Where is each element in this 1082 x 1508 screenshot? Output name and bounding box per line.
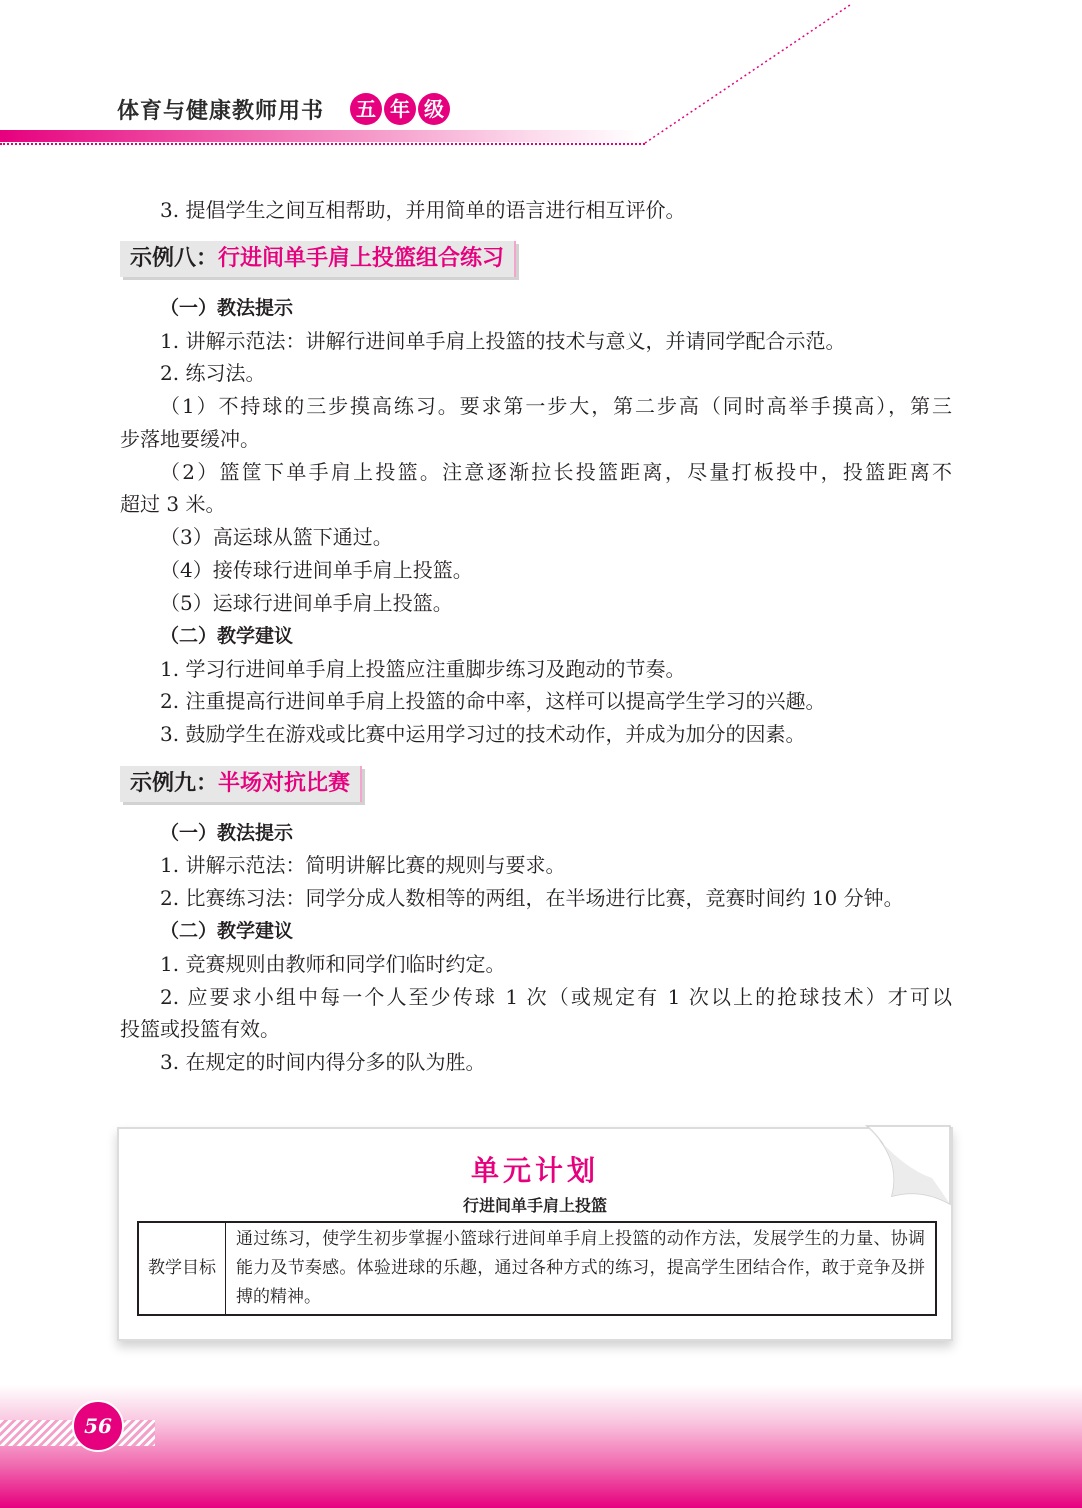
footer-band: [0, 1385, 1082, 1508]
unit-plan-card: [117, 1127, 953, 1341]
list-item: 2. 注重提高行进间单手肩上投篮的命中率，这样可以提高学生学习的兴趣。: [160, 689, 826, 713]
unit-plan-title: 单元计划: [470, 1154, 599, 1187]
example8-section2-heading: （二）教学建议: [160, 625, 294, 647]
list-item: 1. 讲解示范法：讲解行进间单手肩上投篮的技术与意义，并请同学配合示范。: [160, 329, 846, 353]
list-item: （4）接传球行进间单手肩上投篮。: [160, 558, 473, 582]
list-item: 2. 比赛练习法：同学分成人数相等的两组，在半场进行比赛，竞赛时间约 10 分钟。: [160, 886, 904, 910]
list-item: （1）不持球的三步摸高练习。要求第一步大，第二步高（同时高举手摸高），第三: [160, 394, 952, 418]
example8-heading: [120, 241, 516, 277]
header-dotted-line: [0, 143, 645, 145]
example9-section2-heading: （二）教学建议: [160, 920, 294, 942]
example9-tag: 示例九：: [130, 771, 219, 796]
grade-char: 五: [350, 93, 382, 125]
list-item: （5）运球行进间单手肩上投篮。: [160, 591, 453, 615]
unit-plan-table: [137, 1221, 937, 1316]
book-title: 体育与健康教师用书: [117, 98, 325, 124]
list-item: 3. 在规定的时间内得分多的队为胜。: [160, 1050, 486, 1074]
example9-title: 半场对抗比赛: [218, 771, 351, 796]
list-item: 2. 应要求小组中每一个人至少传球 1 次（或规定有 1 次以上的抢球技术）才可以: [160, 985, 952, 1009]
example8-title: 行进间单手肩上投篮组合练习: [218, 246, 505, 271]
page-number: 56: [72, 1400, 124, 1452]
list-item-continuation: 投篮或投篮有效。: [120, 1017, 280, 1041]
grade-char: 级: [418, 93, 450, 125]
list-item: 1. 竞赛规则由教师和同学们临时约定。: [160, 952, 506, 976]
list-item: 1. 学习行进间单手肩上投篮应注重脚步练习及跑动的节奏。: [160, 657, 686, 681]
example9-heading: [120, 766, 362, 802]
list-item-continuation: 步落地要缓冲。: [120, 427, 260, 451]
page-curl-icon: [862, 1118, 952, 1208]
list-item: 3. 鼓励学生在游戏或比赛中运用学习过的技术动作，并成为加分的因素。: [160, 722, 806, 746]
grade-char: 年: [384, 93, 416, 125]
example8-section1-heading: （一）教法提示: [160, 297, 294, 319]
table-row: [138, 1222, 936, 1315]
grade-badge: [350, 93, 450, 125]
list-item: 2. 练习法。: [160, 361, 266, 385]
example9-section1-heading: （一）教法提示: [160, 822, 294, 844]
list-item: （3）高运球从篮下通过。: [160, 525, 393, 549]
intro-line: 3. 提倡学生之间互相帮助，并用简单的语言进行相互评价。: [160, 198, 686, 222]
table-cell-label: 教学目标: [138, 1222, 226, 1315]
example8-tag: 示例八：: [130, 246, 219, 271]
list-item: 1. 讲解示范法：简明讲解比赛的规则与要求。: [160, 853, 566, 877]
table-cell-value: 通过练习，使学生初步掌握小篮球行进间单手肩上投篮的动作方法，发展学生的力量、协调能力及节奏感。体验进球的乐趣，通过各种方式的练习，提高学生团结合作，敢于竞争及拼搏的精神。: [226, 1222, 937, 1315]
header-gradient-bar: [0, 130, 640, 142]
list-item: （2）篮筐下单手肩上投篮。注意逐渐拉长投篮距离，尽量打板投中，投篮距离不: [160, 460, 952, 484]
unit-plan-subtitle: 行进间单手肩上投篮: [462, 1196, 607, 1215]
list-item-continuation: 超过 3 米。: [120, 492, 226, 516]
